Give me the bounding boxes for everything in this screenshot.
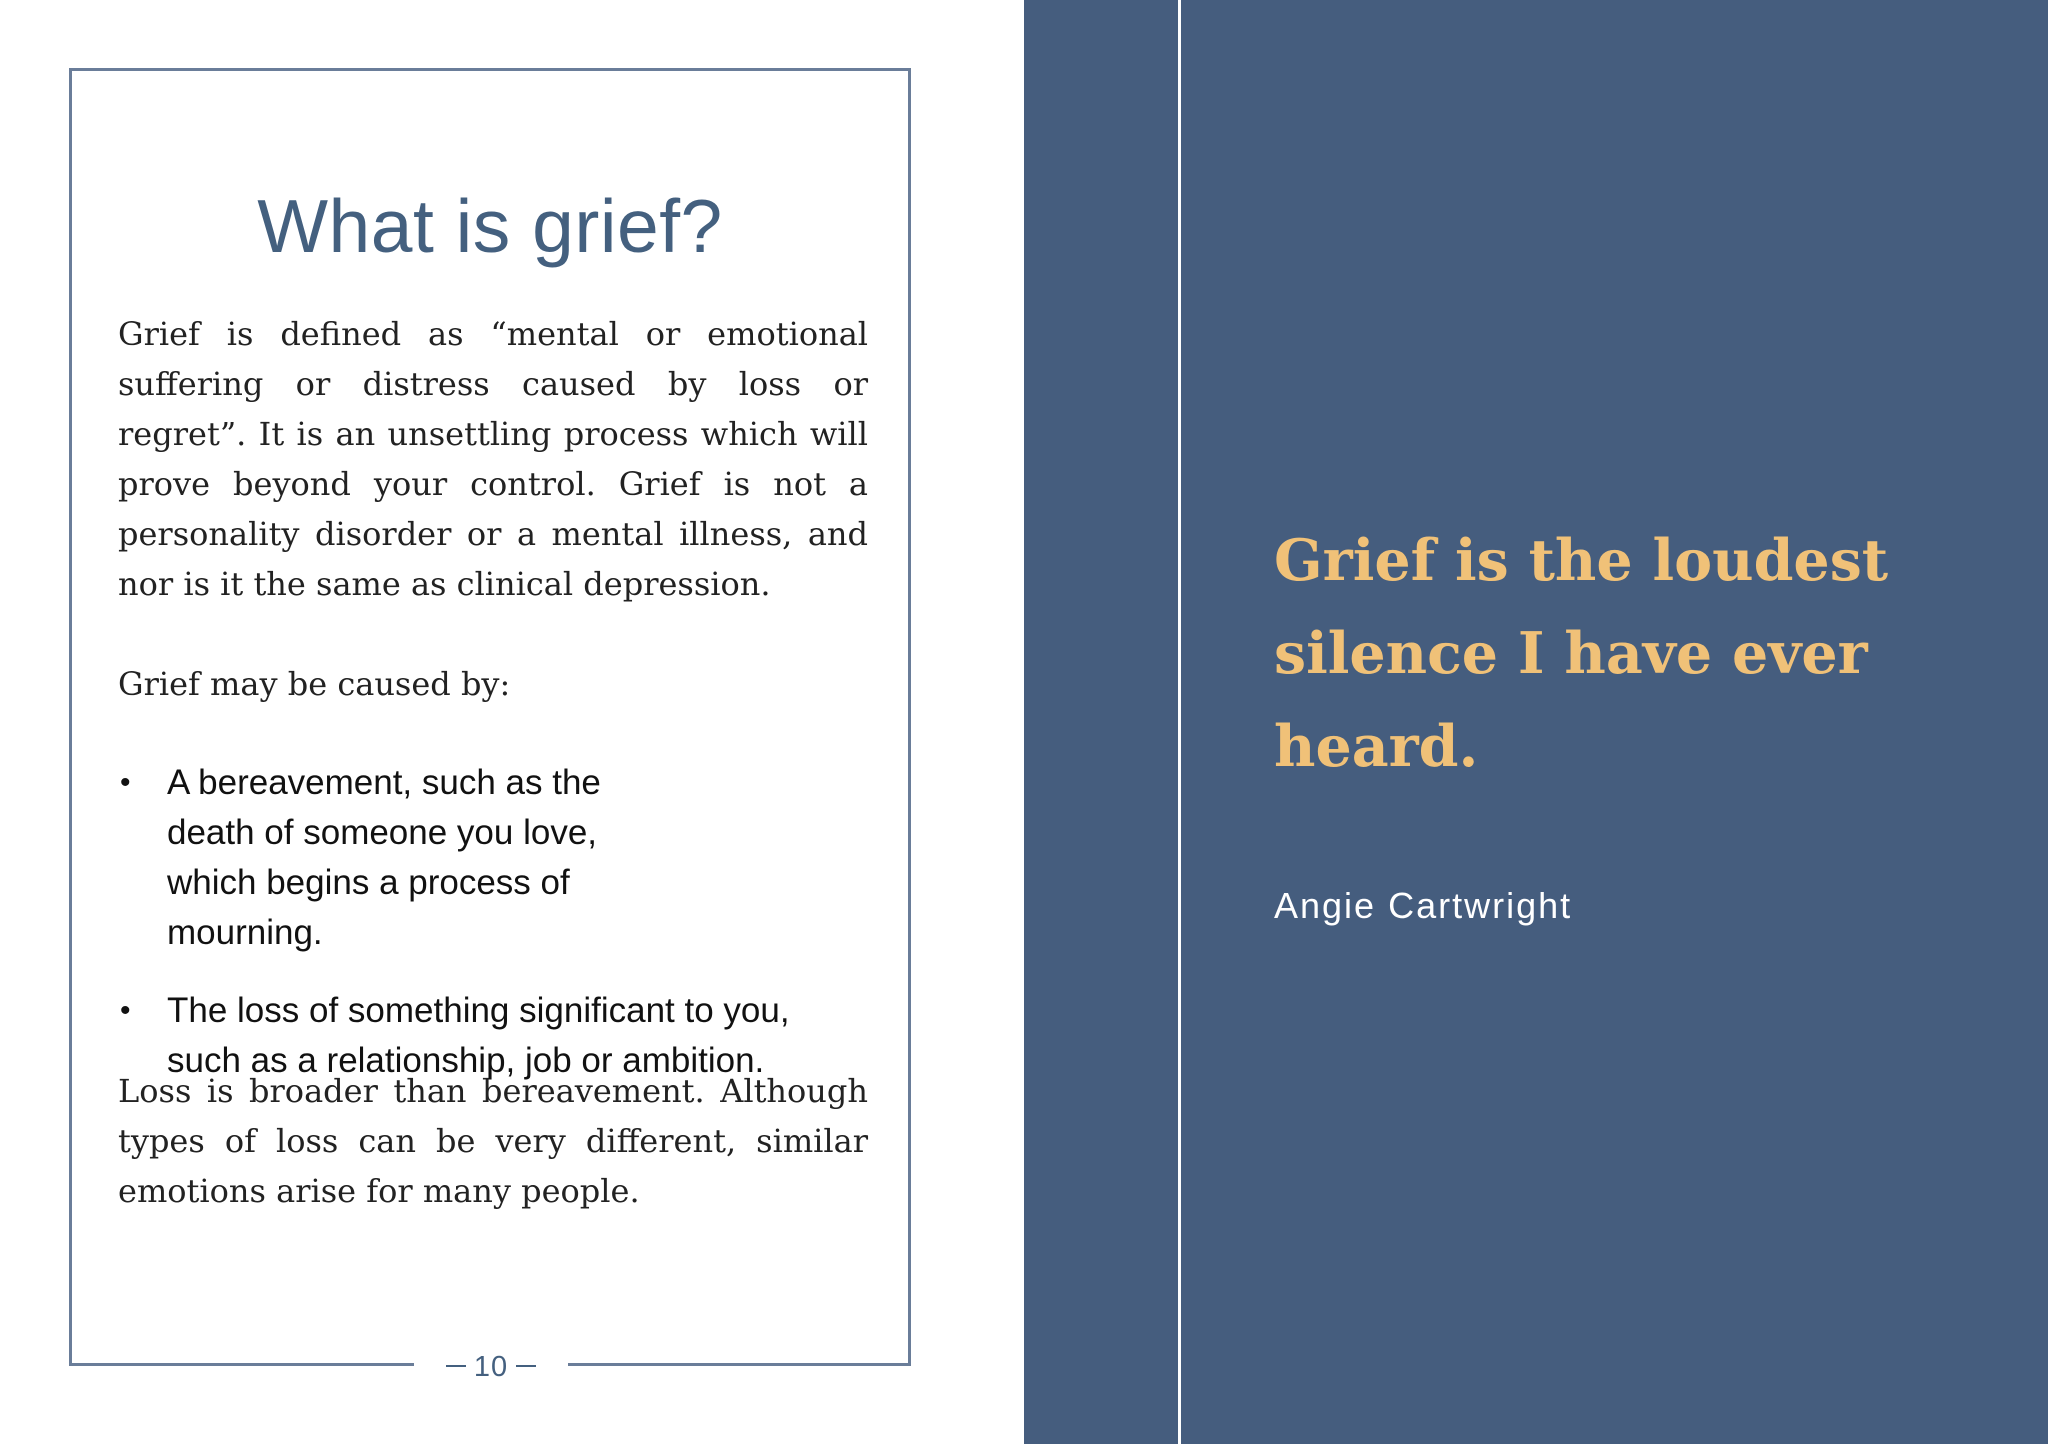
vertical-rule — [1178, 0, 1181, 1444]
list-item-text: A bereavement, such as the death of someone you love, which begins a process of mourning. — [167, 763, 601, 952]
pull-quote: Grief is the loudest silence I have ever heard. — [1274, 527, 1889, 780]
causes-intro: Grief may be caused by: — [118, 665, 511, 703]
page-number-value: 10 — [473, 1351, 509, 1383]
causes-list — [118, 758, 878, 1114]
definition-paragraph: Grief is defined as “mental or emotional suffering or distress caused by loss or regret”. It is an unsettling process which will prove beyond your control. Grief is not a personality disorder or a mental illness, and nor is it the same as clinical depression. — [118, 315, 868, 603]
loss-paragraph: Loss is broader than bereavement. Although types of loss can be very different, similar emotions arise for many people. — [118, 1072, 868, 1210]
quote-attribution: Angie Cartwright — [1274, 885, 1573, 926]
dash-left — [446, 1365, 466, 1367]
page-title: What is grief? — [257, 184, 723, 268]
dash-right — [516, 1365, 536, 1367]
bullet-icon: • — [120, 766, 131, 799]
bullet-icon: • — [120, 994, 131, 1027]
page-number — [414, 1351, 568, 1384]
list-item — [118, 758, 687, 958]
list-item-text: The loss of something significant to you, such as a relationship, job or ambition. — [167, 991, 790, 1080]
